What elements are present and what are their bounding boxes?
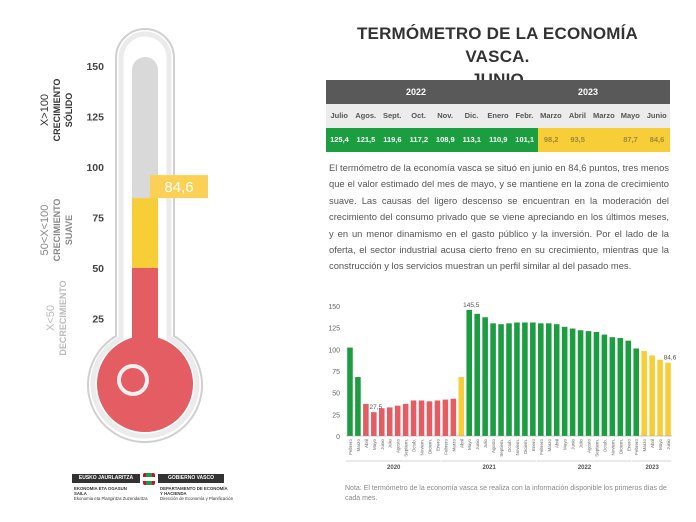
y-tick-label: 50: [332, 390, 340, 398]
x-tick-label: Agosto: [586, 439, 592, 454]
bar: [395, 406, 401, 436]
table-value-row: [326, 128, 670, 152]
bar: [347, 348, 353, 436]
zone-label-line: X>100: [39, 93, 51, 127]
table-month-row: [326, 104, 670, 128]
bar: [363, 404, 369, 436]
bar: [443, 400, 449, 436]
x-tick-label: Noviem.: [514, 439, 520, 456]
table-value-cell: 125,4: [326, 128, 353, 152]
x-tick-label: Junio: [570, 439, 576, 450]
title-line-1: TERMÓMETRO DE LA ECONOMÍA VASCA.: [356, 24, 639, 66]
bar: [610, 337, 616, 436]
bar: [387, 407, 393, 436]
y-tick-label: 125: [328, 325, 340, 333]
x-tick-label: Febrero: [538, 439, 544, 455]
table-month-cell: Mayo: [620, 111, 640, 120]
bar: [419, 400, 425, 436]
zone-label: [45, 280, 68, 355]
x-tick-label: Abril: [554, 439, 560, 449]
logo-left-sub-3: Ekonomia eta Plangintza Zuzendaritza: [74, 496, 148, 501]
table-value-cell: 98,2: [538, 128, 565, 152]
bar: [602, 335, 608, 436]
x-tick-label: Julio: [387, 439, 393, 449]
table-month-cell: Junio: [646, 111, 667, 120]
x-tick-label: Marzo: [546, 439, 552, 452]
table-value-cell: [591, 128, 618, 152]
data-label: 27,5: [369, 404, 383, 412]
table-month-cell: Oct.: [411, 111, 426, 120]
year-2022: 2022: [405, 87, 427, 97]
zone-label-line: SÓLIDO: [64, 92, 74, 128]
bar: [546, 323, 552, 436]
x-tick-label: Mayo: [371, 439, 377, 451]
x-tick-label: Febrero: [443, 439, 449, 455]
logo-right-sub-1: DEPARTAMENTO DE ECONOMÍA: [160, 486, 228, 491]
logo-right-sub-3: Dirección de Economía y Planificación: [160, 496, 234, 501]
thermometer-fill-yellow: [132, 198, 158, 268]
table-month-cell: Abril: [568, 111, 586, 120]
x-tick-label: Octub.: [507, 439, 512, 453]
thermometer-zones: [39, 79, 74, 356]
table-month-cell: Sept.: [382, 111, 402, 120]
table-value-cell: 101,1: [511, 128, 538, 152]
bar: [482, 317, 488, 436]
x-tick-label: Julio: [578, 439, 584, 449]
x-tick-label: Octub.: [602, 439, 608, 453]
thermometer-graphic: [0, 0, 320, 470]
x-tick-label: Diciem.: [427, 439, 433, 455]
zone-label: [39, 199, 74, 262]
bar: [641, 351, 647, 436]
x-tick-label: Abril: [650, 439, 656, 449]
y-tick-label: 0: [336, 434, 340, 441]
x-tick-label: Noviem.: [419, 439, 425, 456]
x-tick-label: Mayo: [467, 439, 473, 451]
table-month-cell: Enero: [487, 111, 509, 120]
bar: [459, 377, 465, 436]
bar: [371, 412, 377, 436]
bar: [618, 338, 624, 436]
x-tick-label: Junio: [475, 439, 481, 450]
table-year-row: [326, 80, 670, 104]
x-tick-label: Mayo: [562, 439, 568, 451]
bar: [570, 329, 576, 436]
table-month-cell: Marzo: [540, 111, 562, 120]
bar: [490, 323, 496, 436]
y-tick-label: 100: [328, 347, 340, 355]
bar: [355, 377, 361, 436]
bar: [594, 332, 600, 436]
x-tick-label: Mayo: [658, 439, 664, 451]
x-tick-label: Abril: [363, 439, 369, 449]
thermometer-fill-red: [132, 268, 158, 340]
bar: [514, 322, 520, 436]
thermometer-tick-label: 25: [92, 313, 104, 326]
table-month-cell: Marzo: [593, 111, 615, 120]
table-value-cell: 121,5: [352, 128, 379, 152]
zone-label-line: CRECIMIENTO: [52, 198, 62, 262]
data-label: 84,6: [663, 354, 676, 362]
y-tick-label: 75: [332, 369, 340, 376]
x-tick-label: Enero: [530, 439, 536, 452]
x-tick-label: Junio: [379, 439, 385, 450]
year-group-label: 2023: [645, 465, 659, 471]
bar: [411, 400, 417, 436]
bar: [562, 327, 568, 436]
bar: [451, 399, 457, 436]
x-tick-label: Noviem.: [610, 439, 616, 456]
zone-label-line: 50<X<100: [39, 204, 51, 256]
bar: [530, 322, 536, 436]
logo-right-bar: GOBIERNO VASCO: [158, 474, 224, 483]
data-label: 145,5: [463, 301, 480, 309]
bar: [506, 323, 512, 436]
x-tick-label: Febrero: [347, 439, 353, 455]
zone-label-line: DECRECIMIENTO: [58, 280, 68, 356]
x-tick-label: Octub.: [411, 439, 417, 453]
bar: [474, 314, 480, 436]
table-value-cell: 113,1: [458, 128, 485, 152]
history-bar-chart: [322, 296, 676, 476]
zone-label-line: SUAVE: [64, 214, 74, 246]
table-value-cell: 93,5: [564, 128, 591, 152]
thermometer-tick-label: 75: [92, 212, 104, 225]
summary-paragraph: El termómetro de la economía vasca se situó en junio en 84,6 puntos, tres menos que el valor estimado del mes de mayo, y se mantiene en la zona de crecimiento suave. Las causas del ligero descenso se encuentran en la moderación del crecimiento del consumo privado que se viene apreciando en los últimos meses, y en un menor dinamismo en el gasto público y la inversión. Por el lado de la oferta, el sector industrial acusa cierto freno en su crecimiento, mientras que la construcción y los servicios muestran un perfil similar al del pasado mes.: [329, 162, 669, 272]
bar: [522, 322, 528, 436]
x-tick-label: Enero: [435, 439, 441, 452]
table-value-cell: 119,6: [379, 128, 406, 152]
x-tick-label: Septiem.: [499, 439, 505, 457]
logo-left-sub-1: EKONOMIA ETA OGASUN: [74, 486, 127, 491]
table-month-cell: Nov.: [437, 111, 453, 120]
x-tick-label: Septiem.: [594, 439, 600, 457]
year-group-label: 2021: [482, 465, 496, 471]
bar: [586, 331, 592, 436]
table-month-cell: Julio: [330, 111, 348, 120]
year-group-label: 2022: [577, 465, 592, 471]
bar: [466, 310, 472, 436]
table-value-cell: 84,6: [644, 128, 671, 152]
bar: [403, 404, 409, 436]
x-tick-label: Julio: [483, 439, 489, 449]
thermometer-body: [88, 29, 208, 442]
bar: [665, 363, 671, 436]
bar: [625, 341, 631, 436]
bar: [554, 324, 560, 436]
bar: [427, 401, 433, 436]
logo-right-sub-2: Y HACIENDA: [160, 491, 187, 496]
zone-label-line: CRECIMIENTO: [52, 78, 62, 142]
y-tick-label: 25: [332, 412, 340, 420]
table-value-cell: 108,9: [432, 128, 459, 152]
x-tick-label: Marzo: [451, 439, 457, 452]
thermometer-scale: [86, 61, 104, 326]
logo-left-sub-2: SAILA: [74, 491, 87, 496]
x-tick-label: Marzo: [355, 439, 361, 452]
bar: [435, 400, 441, 436]
table-month-cell: Agos.: [355, 111, 377, 120]
thermometer-tick-label: 150: [86, 61, 104, 73]
x-tick-label: Febrero: [634, 439, 640, 455]
footnote: Nota: El termómetro de la economía vasca se realiza con la información disponible los primeros días de cada mes.: [345, 485, 667, 502]
table-value-cell: 110,9: [485, 128, 512, 152]
bar: [379, 408, 385, 436]
x-tick-label: Junio: [666, 439, 672, 450]
table-value-cell: 117,2: [405, 128, 432, 152]
thermometer-tick-label: 100: [86, 162, 104, 174]
logo-left-bar: EUSKO JAURLARITZA: [72, 474, 140, 483]
year-group-label: 2020: [387, 465, 401, 471]
x-tick-label: Diciem.: [618, 439, 624, 455]
thermometer-tick-label: 125: [86, 111, 104, 124]
x-tick-label: Enero: [626, 439, 632, 452]
x-tick-label: Diciem.: [522, 439, 528, 455]
x-tick-label: Abril: [459, 439, 465, 449]
x-tick-label: Marzo: [642, 439, 648, 452]
bar: [649, 355, 655, 436]
x-tick-label: Agosto: [395, 439, 401, 454]
bar: [498, 324, 504, 436]
table-month-cell: Febr.: [515, 111, 534, 120]
x-tick-label: Agosto: [491, 439, 497, 454]
x-tick-label: Septiem.: [403, 439, 409, 457]
year-2023: 2023: [577, 87, 599, 97]
bar: [538, 323, 544, 436]
bar: [578, 330, 584, 436]
government-logo: [72, 474, 242, 516]
coat-of-arms-icon: [142, 472, 156, 486]
thermometer-tick-label: 50: [92, 263, 104, 275]
bar: [633, 348, 639, 436]
bar: [657, 360, 663, 436]
table-value-cell: 87,7: [617, 128, 644, 152]
zone-label: [39, 79, 74, 142]
y-tick-label: 150: [328, 304, 340, 311]
thermometer-value-label: 84,6: [164, 179, 194, 197]
zone-label-line: X<50: [45, 305, 57, 331]
table-month-cell: Dic.: [464, 111, 479, 120]
